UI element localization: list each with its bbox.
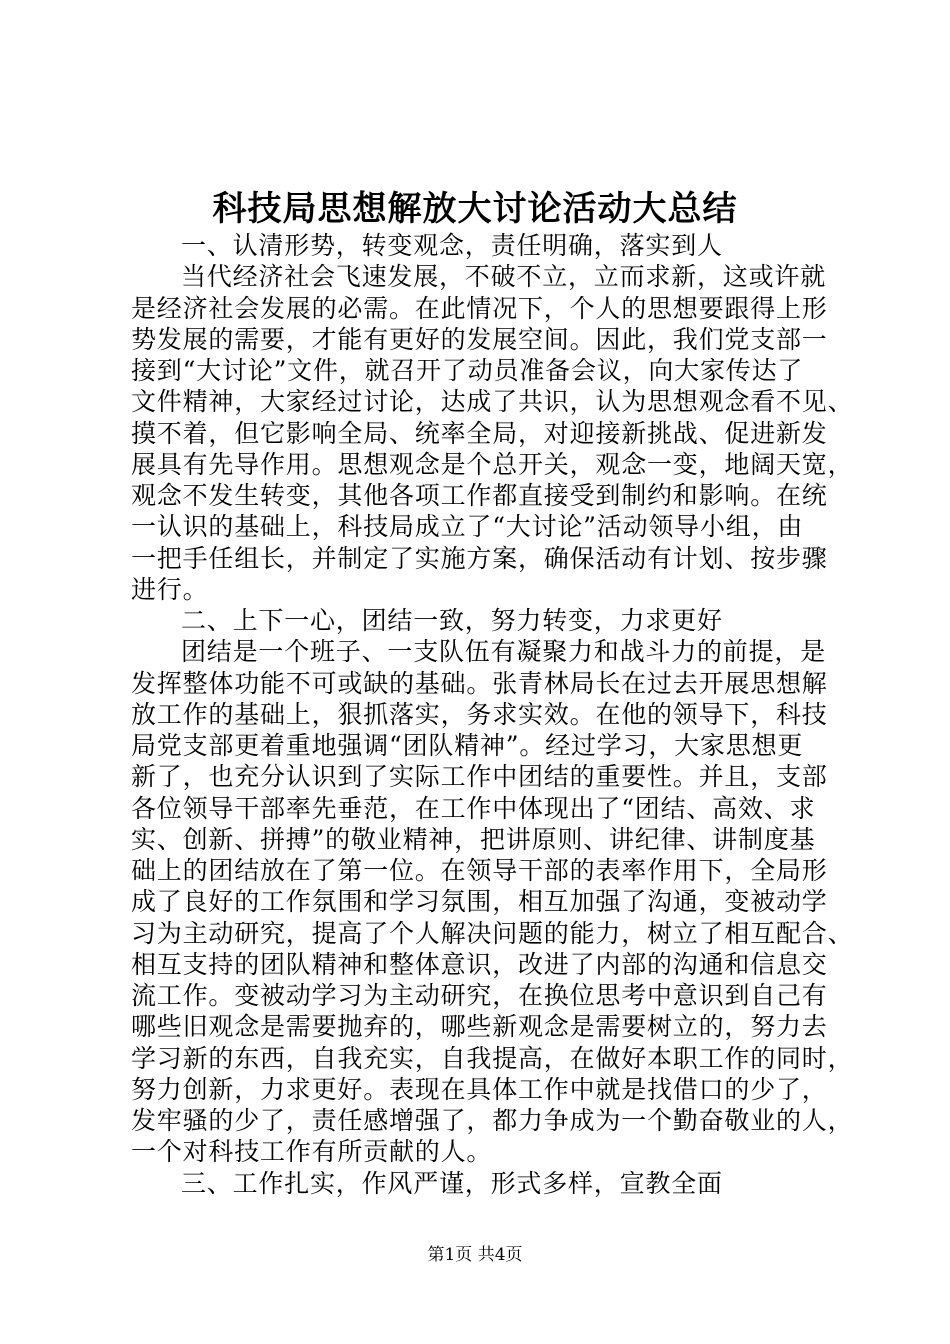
paragraph-line: 摸不着，但它影响全局、统率全局，对迎接新挑战、促进新发 [131, 418, 828, 448]
paragraph-line: 局党支部更着重地强调“团队精神”。经过学习，大家思想更 [131, 731, 804, 760]
paragraph-line: 发挥整体功能不可或缺的基础。张青林局长在过去开展思想解 [131, 668, 828, 698]
paragraph-line: 学习新的东西，自我充实，自我提高，在做好本职工作的同时， [131, 1043, 854, 1073]
paragraph-line: 当代经济社会飞速发展，不破不立，立而求新，这或许就 [181, 262, 827, 292]
paragraph-line: 发牢骚的少了，责任感增强了，都力争成为一个勤奋敬业的人， [131, 1106, 854, 1135]
paragraph-line: 习为主动研究，提高了个人解决问题的能力，树立了相互配合、 [131, 918, 854, 948]
paragraph-line: 一个对科技工作有所贡献的人。 [131, 1137, 493, 1167]
section-heading-3: 三、工作扎实，作风严谨，形式多样，宣教全面 [181, 1168, 723, 1198]
paragraph-line: 础上的团结放在了第一位。在领导干部的表率作用下，全局形 [131, 856, 828, 885]
paragraph-line: 观念不发生转变，其他各项工作都直接受到制约和影响。在统 [131, 481, 828, 510]
paragraph-line: 接到“大讨论”文件，就召开了动员准备会议，向大家传达了 [131, 356, 804, 385]
paragraph-line: 团结是一个班子、一支队伍有凝聚力和战斗力的前提，是 [181, 637, 827, 667]
paragraph-line: 各位领导干部率先垂范，在工作中体现出了“团结、高效、求 [131, 793, 816, 823]
paragraph-line: 势发展的需要，才能有更好的发展空间。因此，我们党支部一 [131, 324, 828, 354]
paragraph-line: 一把手任组长，并制定了实施方案，确保活动有计划、按步骤 [131, 543, 828, 573]
paragraph-line: 相互支持的团队精神和整体意识，改进了内部的沟通和信息交 [131, 949, 828, 979]
paragraph-line: 新了，也充分认识到了实际工作中团结的重要性。并且，支部 [131, 762, 828, 792]
section-heading-2: 二、上下一心，团结一致，努力转变，力求更好 [181, 606, 723, 635]
document-title: 科技局思想解放大讨论活动大总结 [212, 189, 738, 229]
page-number-footer: 第1页 共4页 [427, 1245, 523, 1265]
section-heading-1: 一、认清形势，转变观念，责任明确，落实到人 [181, 231, 723, 260]
document-body [131, 230, 854, 1199]
paragraph-line: 努力创新，力求更好。表现在具体工作中就是找借口的少了， [131, 1074, 828, 1104]
paragraph-line: 哪些旧观念是需要抛弃的，哪些新观念是需要树立的，努力去 [131, 1012, 828, 1042]
paragraph-line: 展具有先导作用。思想观念是个总开关，观念一变，地阔天宽， [131, 449, 854, 479]
paragraph-line: 文件精神，大家经过讨论，达成了共识，认为思想观念看不见、 [131, 387, 854, 417]
paragraph-line: 实、创新、拼搏”的敬业精神，把讲原则、讲纪律、讲制度基 [131, 824, 816, 854]
paragraph-line: 进行。 [131, 574, 209, 604]
paragraph-line: 成了良好的工作氛围和学习氛围，相互加强了沟通，变被动学 [131, 887, 828, 917]
paragraph-line: 流工作。变被动学习为主动研究，在换位思考中意识到自己有 [131, 981, 828, 1010]
paragraph-line: 一认识的基础上，科技局成立了“大讨论”活动领导小组，由 [131, 512, 804, 542]
paragraph-line: 是经济社会发展的必需。在此情况下，个人的思想要跟得上形 [131, 293, 828, 323]
paragraph-line: 放工作的基础上，狠抓落实，务求实效。在他的领导下，科技 [131, 699, 828, 729]
